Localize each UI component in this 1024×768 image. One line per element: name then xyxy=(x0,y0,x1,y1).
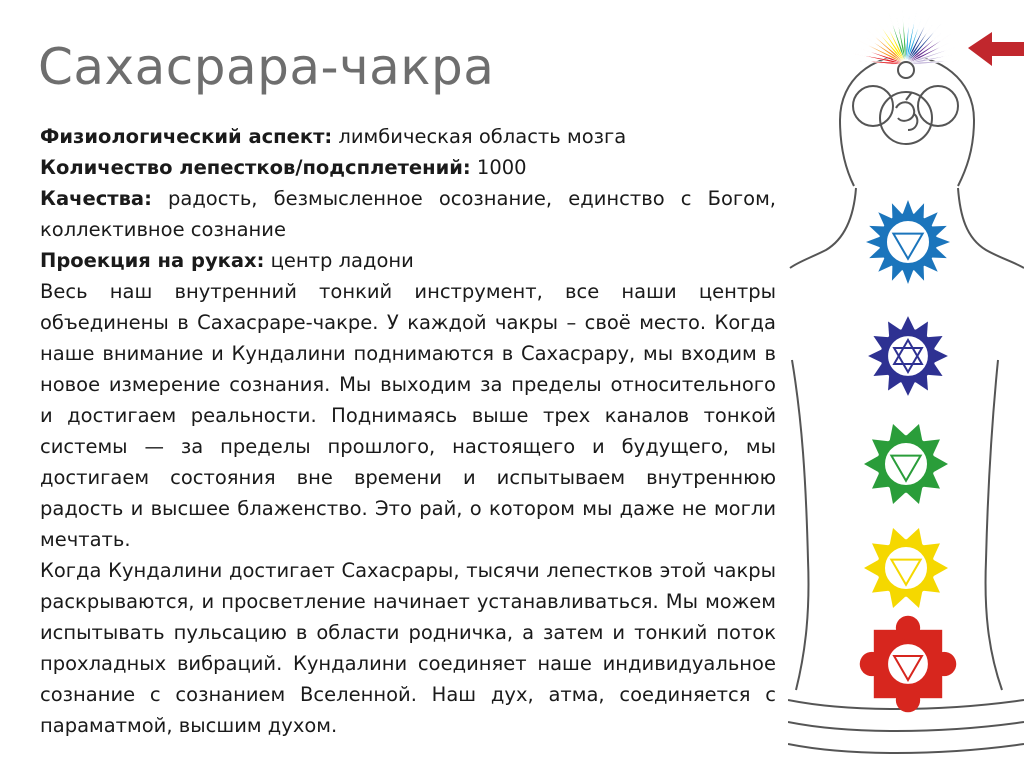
slide-content xyxy=(40,121,776,741)
head-outline-left xyxy=(840,120,854,186)
chakra-petal xyxy=(864,559,879,576)
chakra-petal xyxy=(866,237,881,248)
left-torso-outline xyxy=(792,360,809,690)
left-shoulder-outline xyxy=(790,188,856,268)
chakra-petal xyxy=(901,382,915,396)
crown-center-dot xyxy=(898,62,914,78)
chakra-petal xyxy=(896,688,920,712)
chakra-petal xyxy=(934,349,948,363)
fact-value: радость, безмысленное осознание, единство с Богом, коллективное сознание xyxy=(40,187,776,241)
chakra-nabhi xyxy=(864,424,948,504)
slide-title: Сахасрара-чакра xyxy=(38,38,495,96)
chakra-petal xyxy=(933,455,948,472)
chakra-anahata xyxy=(868,316,948,396)
chakra-petal xyxy=(864,455,879,472)
fact-physiological-aspect xyxy=(40,121,776,152)
chakra-vishuddhi xyxy=(866,200,950,284)
lap-outline-3 xyxy=(788,744,1024,753)
fact-label: Физиологический аспект: xyxy=(40,125,333,148)
chakra-mooladhara xyxy=(860,616,957,713)
body-paragraph-2: Когда Кундалини достигает Сахасрары, тысячи лепестков этой чакры раскрываются, и просветление начинает устанавливаться. Мы можем испытывать пульсацию в области родничка, а затем и тонкий поток прохладных вибраций. Кундалини соединяет наше индивидуальное сознание с сознанием Вселенной. Наш дух, атма, соединяется с параматмой, высшим духом. xyxy=(40,559,776,737)
chakra-swadishthan xyxy=(864,528,948,608)
chakra-petal xyxy=(868,349,882,363)
right-torso-outline xyxy=(986,360,1002,690)
chakra-figure-svg xyxy=(788,0,1024,768)
crown-petals xyxy=(853,10,960,64)
chakra-petal xyxy=(860,652,884,676)
chakra-petal xyxy=(903,269,914,284)
fact-hand-projection xyxy=(40,245,776,276)
agnya-circle-right xyxy=(918,86,958,126)
om-symbol-icon xyxy=(896,92,917,130)
fact-label: Проекция на руках: xyxy=(40,249,265,272)
fact-qualities xyxy=(40,183,776,245)
chakra-symbols xyxy=(860,200,957,712)
fact-label: Количество лепестков/подсплетений: xyxy=(40,156,471,179)
chakra-petal xyxy=(901,316,915,330)
arrow-left-icon xyxy=(968,32,1024,66)
chakra-figure xyxy=(788,0,1024,768)
lap-outline-2 xyxy=(788,722,1024,731)
fact-petal-count xyxy=(40,152,776,183)
agnya-circle xyxy=(853,86,893,126)
chakra-petal xyxy=(932,652,956,676)
chakra-petal xyxy=(933,559,948,576)
chakra-petal xyxy=(935,237,950,248)
fact-label: Качества: xyxy=(40,187,152,210)
fact-value: лимбическая область мозга xyxy=(332,125,627,148)
right-shoulder-outline xyxy=(958,188,1024,268)
chakra-petal xyxy=(896,616,920,640)
chakra-petal xyxy=(903,200,914,215)
fact-value: 1000 xyxy=(470,156,527,179)
body-paragraph-1: Весь наш внутренний тонкий инструмент, все наши центры объединены в Сахасраре-чакре. У каждой чакры – своё место. Когда наше внимание и Кундалини поднимаются в Сахасрару, мы входим в новое измерение сознания. Мы выходим за пределы относительного и достигаем реальности. Поднимаясь выше трех каналов тонкой системы — за пределы прошлого, настоящего и будущего, мы достигаем состояния вне времени и испытываем внутреннюю радость и высшее блаженство. Это рай, о котором мы даже не могли мечтать. xyxy=(40,280,776,551)
fact-value: центр ладони xyxy=(264,249,414,272)
